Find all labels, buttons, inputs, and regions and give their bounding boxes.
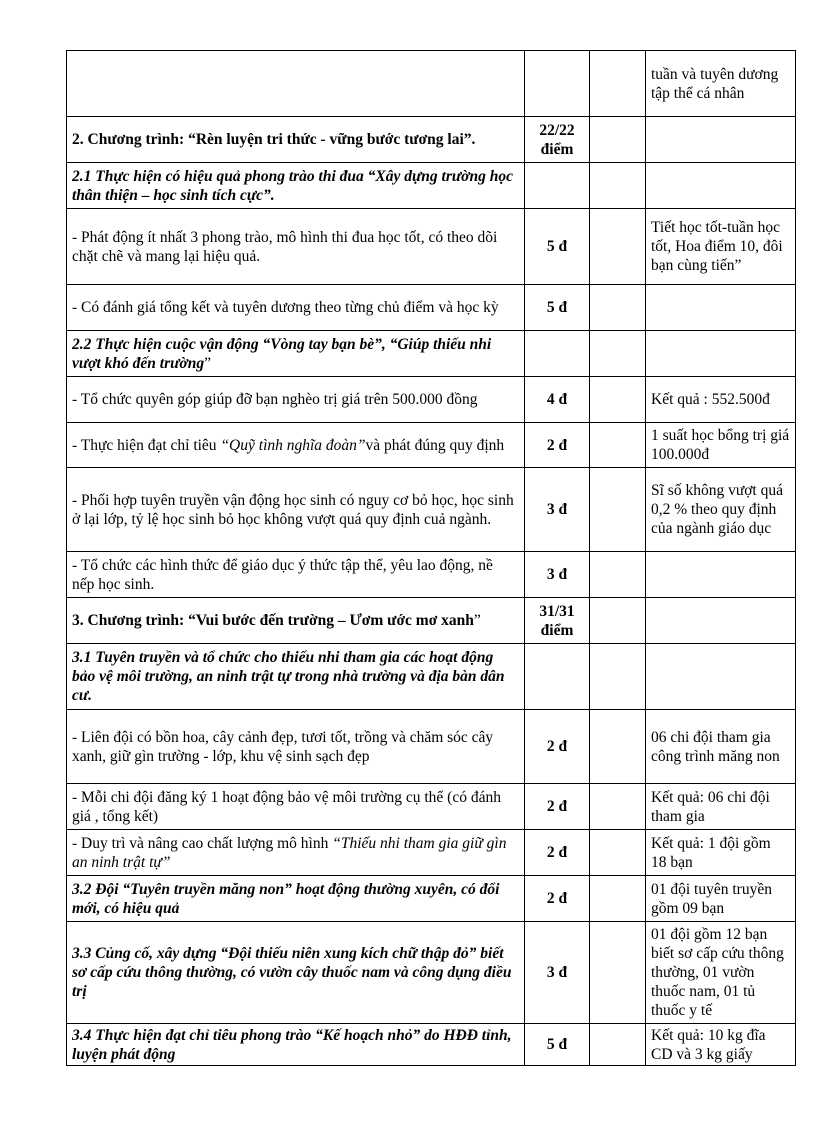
score-cell: 4 đ (525, 377, 590, 423)
score-cell: 2 đ (525, 710, 590, 784)
achieved-cell (590, 552, 646, 598)
table-row (67, 1024, 796, 1066)
criteria-text: “Thiếu nhi tham gia giữ gìn an ninh trật tự” (72, 834, 507, 871)
score-cell: 2 đ (525, 830, 590, 876)
table-row (67, 468, 796, 552)
criteria-text: ” (204, 354, 211, 372)
score-cell: 2 đ (525, 876, 590, 922)
score-cell (525, 644, 590, 710)
criteria-cell (67, 331, 525, 377)
achieved-cell (590, 710, 646, 784)
score-table-body (67, 51, 796, 1066)
achieved-cell (590, 1024, 646, 1066)
criteria-text: 3.3 Củng cố, xây dựng “Đội thiếu niên xung kích chữ thập đỏ” biết sơ cấp cứu thông thường, có vườn cây thuốc nam và công dụng điều trị (72, 945, 512, 1000)
achieved-cell (590, 644, 646, 710)
table-row (67, 117, 796, 163)
score-cell (525, 51, 590, 117)
table-row (67, 922, 796, 1024)
note-cell (646, 644, 796, 710)
table-row (67, 598, 796, 644)
criteria-text: 2.1 Thực hiện có hiệu quả phong trào thi đua “Xây dựng trường học thân thiện – học sinh tích cực”. (72, 167, 513, 204)
achieved-cell (590, 598, 646, 644)
criteria-cell (67, 377, 525, 423)
criteria-text: 3.1 Tuyên truyền và tổ chức cho thiếu nhi tham gia các hoạt động bảo vệ môi trường, an ninh trật tự trong nhà trường và địa bàn dân cư. (72, 649, 505, 704)
score-cell: 3 đ (525, 552, 590, 598)
note-cell (646, 117, 796, 163)
table-row (67, 163, 796, 209)
table-row (67, 876, 796, 922)
score-table (66, 50, 796, 1066)
score-cell: 5 đ (525, 285, 590, 331)
criteria-cell (67, 468, 525, 552)
score-cell: 5 đ (525, 1024, 590, 1066)
score-cell: 3 đ (525, 922, 590, 1024)
criteria-text: - Phát động ít nhất 3 phong trào, mô hình thi đua học tốt, có theo dõi chặt chẽ và mang lại hiệu quả. (72, 228, 498, 265)
criteria-cell (67, 163, 525, 209)
note-cell: Kết quả: 1 đội gồm 18 bạn (646, 830, 796, 876)
criteria-text: - Duy trì và nâng cao chất lượng mô hình (72, 834, 333, 852)
criteria-text: - Tổ chức các hình thức để giáo dục ý thức tập thể, yêu lao động, nề nếp học sinh. (72, 556, 493, 593)
note-cell: 01 đội gồm 12 bạn biết sơ cấp cứu thông thường, 01 vườn thuốc nam, 01 tủ thuốc y tế (646, 922, 796, 1024)
criteria-cell (67, 922, 525, 1024)
criteria-cell (67, 117, 525, 163)
criteria-cell (67, 830, 525, 876)
score-cell: 2 đ (525, 784, 590, 830)
note-cell (646, 285, 796, 331)
criteria-cell (67, 644, 525, 710)
achieved-cell (590, 331, 646, 377)
achieved-cell (590, 209, 646, 285)
score-cell (525, 331, 590, 377)
criteria-text: - Tổ chức quyên góp giúp đỡ bạn nghèo trị giá trên 500.000 đồng (72, 391, 478, 408)
criteria-cell (67, 51, 525, 117)
criteria-text: - Mỗi chi đội đăng ký 1 hoạt động bảo vệ môi trường cụ thể (có đánh giá , tổng kết) (72, 788, 501, 825)
criteria-text: 2.2 Thực hiện cuộc vận động “Vòng tay bạn bè”, “Giúp thiếu nhi vượt khó đến trường (72, 335, 492, 372)
criteria-cell (67, 209, 525, 285)
table-row (67, 331, 796, 377)
criteria-cell (67, 1024, 525, 1066)
note-cell: 06 chi đội tham gia công trình măng non (646, 710, 796, 784)
note-cell (646, 552, 796, 598)
table-row (67, 209, 796, 285)
score-cell: 31/31 điểm (525, 598, 590, 644)
note-cell: 1 suất học bổng trị giá 100.000đ (646, 423, 796, 468)
criteria-text: - Có đánh giá tổng kết và tuyên dương theo từng chủ điểm và học kỳ (72, 299, 499, 316)
table-row (67, 377, 796, 423)
achieved-cell (590, 922, 646, 1024)
criteria-text: 2. Chương trình: “Rèn luyện tri thức - vững bước tương lai”. (72, 131, 476, 148)
score-cell: 3 đ (525, 468, 590, 552)
criteria-cell (67, 423, 525, 468)
criteria-text: và phát đúng quy định (365, 436, 505, 454)
table-row (67, 644, 796, 710)
criteria-text: - Liên đội có bồn hoa, cây cảnh đẹp, tươi tốt, trồng và chăm sóc cây xanh, giữ gìn trường - lớp, khu vệ sinh sạch đẹp (72, 728, 494, 765)
achieved-cell (590, 784, 646, 830)
table-row (67, 552, 796, 598)
score-cell: 22/22 điểm (525, 117, 590, 163)
criteria-text: 3.2 Đội “Tuyên truyền măng non” hoạt động thường xuyên, có đổi mới, có hiệu quả (72, 880, 500, 917)
note-cell: Kết quả : 552.500đ (646, 377, 796, 423)
criteria-cell (67, 552, 525, 598)
criteria-text: “Quỹ tình nghĩa đoàn” (220, 436, 366, 454)
criteria-text: - Thực hiện đạt chỉ tiêu (72, 436, 221, 454)
criteria-text: ” (473, 612, 481, 629)
achieved-cell (590, 423, 646, 468)
criteria-text: - Phối hợp tuyên truyền vận động học sinh có nguy cơ bỏ học, học sinh ở lại lớp, tỷ lệ học sinh bỏ học không vượt quá quy định cuả ngành. (72, 491, 514, 528)
score-cell: 5 đ (525, 209, 590, 285)
achieved-cell (590, 876, 646, 922)
table-row (67, 51, 796, 117)
criteria-cell (67, 784, 525, 830)
table-row (67, 710, 796, 784)
note-cell: tuần và tuyên dương tập thể cá nhân (646, 51, 796, 117)
note-cell: Sĩ số không vượt quá 0,2 % theo quy định của ngành giáo dục (646, 468, 796, 552)
achieved-cell (590, 51, 646, 117)
score-cell (525, 163, 590, 209)
table-row (67, 285, 796, 331)
achieved-cell (590, 377, 646, 423)
note-cell (646, 163, 796, 209)
note-cell: 01 đội tuyên truyền gồm 09 bạn (646, 876, 796, 922)
note-cell: Kết quả: 06 chi đội tham gia (646, 784, 796, 830)
criteria-cell (67, 710, 525, 784)
table-row (67, 784, 796, 830)
criteria-cell (67, 876, 525, 922)
achieved-cell (590, 163, 646, 209)
achieved-cell (590, 830, 646, 876)
achieved-cell (590, 117, 646, 163)
note-cell: Tiết học tốt-tuần học tốt, Hoa điểm 10, đôi bạn cùng tiến” (646, 209, 796, 285)
note-cell (646, 598, 796, 644)
note-cell: Kết quả: 10 kg đĩa CD và 3 kg giấy (646, 1024, 796, 1066)
note-cell (646, 331, 796, 377)
table-row (67, 830, 796, 876)
criteria-text: 3.4 Thực hiện đạt chỉ tiêu phong trào “Kế hoạch nhỏ” do HĐĐ tỉnh, luyện phát động (72, 1026, 512, 1063)
score-cell: 2 đ (525, 423, 590, 468)
criteria-text: 3. Chương trình: “Vui bước đến trường – Ươm ước mơ xanh (72, 612, 474, 629)
table-row (67, 423, 796, 468)
criteria-cell (67, 598, 525, 644)
achieved-cell (590, 285, 646, 331)
criteria-cell (67, 285, 525, 331)
achieved-cell (590, 468, 646, 552)
